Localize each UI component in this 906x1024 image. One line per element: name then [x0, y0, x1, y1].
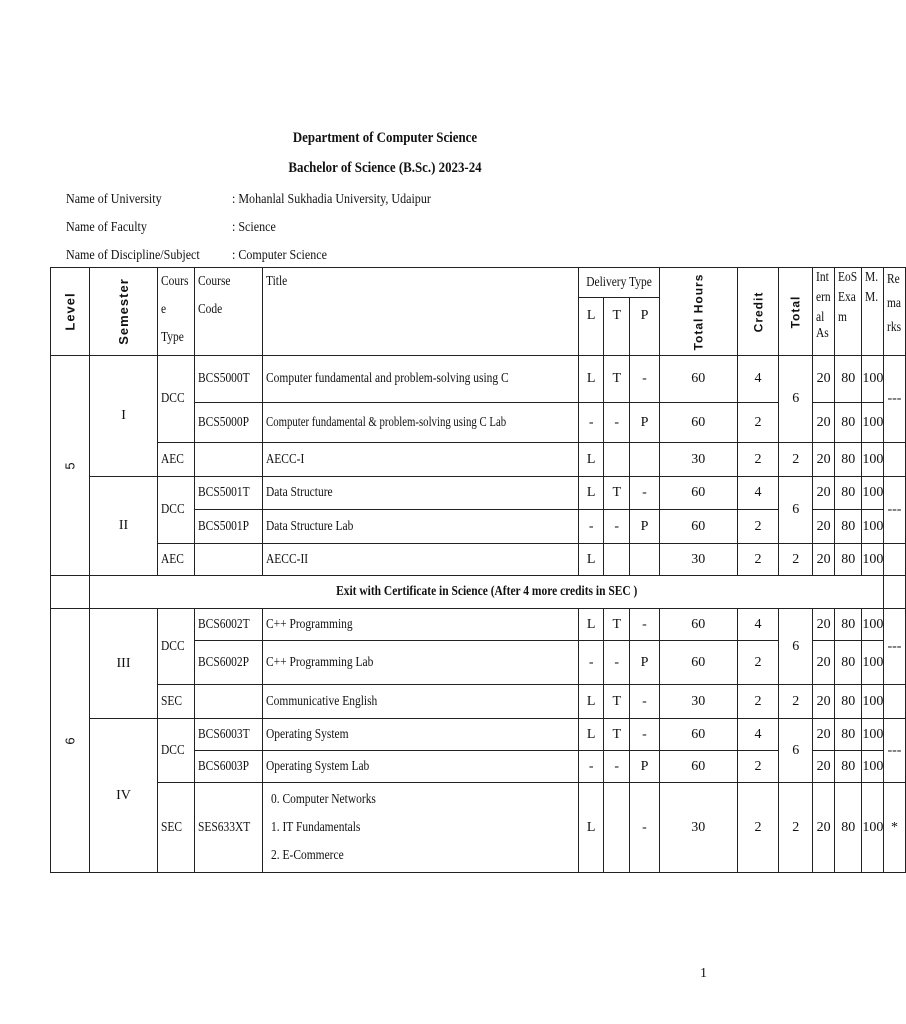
eos-cell: 80 [835, 403, 862, 443]
semester-cell: II [90, 477, 158, 576]
mm-cell: 100 [862, 783, 884, 873]
table-row [51, 443, 906, 477]
credit-header: Credit [737, 268, 779, 356]
mm-header: M. M. [862, 268, 884, 356]
l-cell: - [578, 641, 604, 685]
l-cell: L [578, 609, 604, 641]
table-row [51, 783, 906, 873]
course-table [50, 267, 906, 873]
title-cell: Computer fundamental and problem-solving using C [263, 356, 579, 403]
internal-cell: 20 [813, 510, 835, 544]
mm-cell: 100 [862, 443, 884, 477]
department-heading: Department of Computer Science [292, 130, 478, 146]
semester-cell: III [90, 609, 158, 719]
title-cell: Computer fundamental & problem-solving using C Lab [263, 403, 579, 443]
t-cell: - [604, 751, 630, 783]
faculty-label: Name of Faculty [66, 220, 147, 235]
elective-option: 1. IT Fundamentals [271, 819, 361, 835]
mm-cell: 100 [862, 544, 884, 576]
hours-cell: 60 [659, 510, 737, 544]
semester-cell: IV [90, 719, 158, 873]
internal-cell: 20 [813, 751, 835, 783]
table-header-row [51, 268, 906, 298]
p-cell: - [630, 783, 660, 873]
course-type-cell: SEC [157, 783, 194, 873]
course-code-cell: SES633XT [195, 783, 263, 873]
total-header: Total [779, 268, 813, 356]
t-cell [604, 443, 630, 477]
page-number: 1 [700, 966, 707, 981]
credit-cell: 2 [737, 510, 779, 544]
mm-cell: 100 [862, 641, 884, 685]
level-header: Level [51, 268, 90, 356]
eos-cell: 80 [835, 510, 862, 544]
course-code-cell: BCS6002P [195, 641, 263, 685]
l-cell: L [578, 443, 604, 477]
total-cell: 6 [779, 609, 813, 685]
title-cell: C++ Programming Lab [263, 641, 579, 685]
course-code-header: Course Code [195, 268, 263, 356]
course-type-cell: SEC [157, 685, 194, 719]
credit-cell: 2 [737, 443, 779, 477]
course-code-cell: BCS5000P [195, 403, 263, 443]
p-cell: - [630, 356, 660, 403]
total-cell: 6 [779, 356, 813, 443]
title-cell: C++ Programming [263, 609, 579, 641]
table-row [51, 544, 906, 576]
semester-header: Semester [90, 268, 158, 356]
mm-cell: 100 [862, 356, 884, 403]
mm-cell: 100 [862, 685, 884, 719]
semester-cell: I [90, 356, 158, 477]
title-cell: Operating System [263, 719, 579, 751]
credit-cell: 2 [737, 544, 779, 576]
university-label: Name of University [66, 192, 162, 207]
internal-cell: 20 [813, 685, 835, 719]
eos-cell: 80 [835, 609, 862, 641]
course-code-cell: BCS6003P [195, 751, 263, 783]
l-cell: L [578, 477, 604, 510]
t-cell: T [604, 719, 630, 751]
eos-header: EoS Exa m [835, 268, 862, 356]
l-cell: L [578, 544, 604, 576]
level-cell: 5 [51, 356, 90, 576]
hours-cell: 60 [659, 719, 737, 751]
remarks-cell: --- [884, 477, 905, 544]
credit-cell: 4 [737, 356, 779, 403]
exit-certificate-note: Exit with Certificate in Science (After 4 more credits in SEC ) [90, 576, 884, 609]
p-cell: - [630, 609, 660, 641]
title-header: Title [263, 268, 579, 356]
discipline-label: Name of Discipline/Subject [66, 248, 200, 263]
internal-cell: 20 [813, 403, 835, 443]
hours-cell: 30 [659, 443, 737, 477]
internal-header: Int ern al As [813, 268, 835, 356]
hours-cell: 60 [659, 403, 737, 443]
t-header: T [604, 298, 630, 356]
title-cell: Communicative English [263, 685, 579, 719]
faculty-value: : Science [232, 220, 276, 235]
eos-cell: 80 [835, 685, 862, 719]
course-code-cell: BCS5001T [195, 477, 263, 510]
l-cell: - [578, 403, 604, 443]
eos-cell: 80 [835, 356, 862, 403]
title-cell: Operating System Lab [263, 751, 579, 783]
internal-cell: 20 [813, 783, 835, 873]
programme-heading: Bachelor of Science (B.Sc.) 2023-24 [288, 160, 482, 176]
credit-cell: 2 [737, 403, 779, 443]
remarks-cell [884, 443, 905, 477]
l-cell: - [578, 510, 604, 544]
level-cell: 6 [51, 609, 90, 873]
t-cell: T [604, 356, 630, 403]
p-header: P [630, 298, 660, 356]
table-row [51, 685, 906, 719]
l-cell: L [578, 783, 604, 873]
t-cell: - [604, 510, 630, 544]
elective-option: 0. Computer Networks [271, 791, 376, 807]
total-cell: 6 [779, 719, 813, 783]
l-cell: - [578, 751, 604, 783]
credit-cell: 2 [737, 641, 779, 685]
p-cell: P [630, 510, 660, 544]
p-cell: - [630, 477, 660, 510]
course-type-cell: DCC [157, 477, 194, 544]
remarks-cell: --- [884, 609, 905, 685]
course-code-cell: BCS5000T [195, 356, 263, 403]
l-header: L [578, 298, 604, 356]
mm-cell: 100 [862, 477, 884, 510]
remarks-cell [884, 544, 905, 576]
elective-list-cell [263, 783, 579, 873]
eos-cell: 80 [835, 751, 862, 783]
credit-cell: 4 [737, 609, 779, 641]
credit-cell: 2 [737, 751, 779, 783]
total-cell: 2 [779, 783, 813, 873]
mm-cell: 100 [862, 719, 884, 751]
credit-cell: 2 [737, 685, 779, 719]
eos-cell: 80 [835, 544, 862, 576]
hours-cell: 60 [659, 641, 737, 685]
hours-cell: 30 [659, 544, 737, 576]
course-code-cell: BCS6003T [195, 719, 263, 751]
discipline-value: : Computer Science [232, 248, 327, 263]
eos-cell: 80 [835, 443, 862, 477]
internal-cell: 20 [813, 356, 835, 403]
remarks-cell: --- [884, 719, 905, 783]
hours-cell: 30 [659, 685, 737, 719]
title-cell: Data Structure Lab [263, 510, 579, 544]
mm-cell: 100 [862, 609, 884, 641]
internal-cell: 20 [813, 609, 835, 641]
p-cell: P [630, 403, 660, 443]
credit-cell: 4 [737, 477, 779, 510]
total-cell: 2 [779, 443, 813, 477]
mm-cell: 100 [862, 403, 884, 443]
p-cell: P [630, 641, 660, 685]
course-type-cell: AEC [157, 443, 194, 477]
remarks-cell: --- [884, 356, 905, 443]
eos-cell: 80 [835, 477, 862, 510]
p-cell: - [630, 685, 660, 719]
course-type-cell: DCC [157, 719, 194, 783]
course-type-cell: DCC [157, 356, 194, 443]
mm-cell: 100 [862, 751, 884, 783]
t-cell: - [604, 641, 630, 685]
p-cell: P [630, 751, 660, 783]
course-code-cell [195, 685, 263, 719]
eos-cell: 80 [835, 783, 862, 873]
internal-cell: 20 [813, 477, 835, 510]
exit-row [51, 576, 906, 609]
exit-row-spacer [51, 576, 90, 609]
hours-cell: 60 [659, 609, 737, 641]
table-row [51, 477, 906, 510]
t-cell: T [604, 477, 630, 510]
total-cell: 2 [779, 685, 813, 719]
l-cell: L [578, 356, 604, 403]
total-cell: 2 [779, 544, 813, 576]
hours-cell: 30 [659, 783, 737, 873]
t-cell: T [604, 609, 630, 641]
t-cell [604, 544, 630, 576]
title-cell: AECC-I [263, 443, 579, 477]
l-cell: L [578, 685, 604, 719]
p-cell [630, 443, 660, 477]
course-type-header: Cours e Type [157, 268, 194, 356]
course-code-cell [195, 544, 263, 576]
course-code-cell: BCS6002T [195, 609, 263, 641]
exit-row-spacer [884, 576, 905, 609]
table-row [51, 609, 906, 641]
internal-cell: 20 [813, 443, 835, 477]
hours-cell: 60 [659, 477, 737, 510]
title-cell: AECC-II [263, 544, 579, 576]
t-cell: T [604, 685, 630, 719]
course-code-cell: BCS5001P [195, 510, 263, 544]
l-cell: L [578, 719, 604, 751]
total-hours-header: Total Hours [659, 268, 737, 356]
internal-cell: 20 [813, 544, 835, 576]
eos-cell: 80 [835, 719, 862, 751]
credit-cell: 2 [737, 783, 779, 873]
course-code-cell [195, 443, 263, 477]
university-value: : Mohanlal Sukhadia University, Udaipur [232, 192, 431, 207]
course-type-cell: AEC [157, 544, 194, 576]
title-cell: Data Structure [263, 477, 579, 510]
credit-cell: 4 [737, 719, 779, 751]
internal-cell: 20 [813, 641, 835, 685]
delivery-type-header: Delivery Type [578, 268, 659, 298]
t-cell [604, 783, 630, 873]
t-cell: - [604, 403, 630, 443]
elective-option: 2. E-Commerce [271, 847, 344, 863]
mm-cell: 100 [862, 510, 884, 544]
hours-cell: 60 [659, 751, 737, 783]
table-row [51, 719, 906, 751]
total-cell: 6 [779, 477, 813, 544]
table-row [51, 356, 906, 403]
internal-cell: 20 [813, 719, 835, 751]
eos-cell: 80 [835, 641, 862, 685]
p-cell: - [630, 719, 660, 751]
remarks-cell [884, 685, 905, 719]
hours-cell: 60 [659, 356, 737, 403]
course-type-cell: DCC [157, 609, 194, 685]
remarks-cell: * [884, 783, 905, 873]
p-cell [630, 544, 660, 576]
remarks-header: Re ma rks [884, 268, 905, 356]
